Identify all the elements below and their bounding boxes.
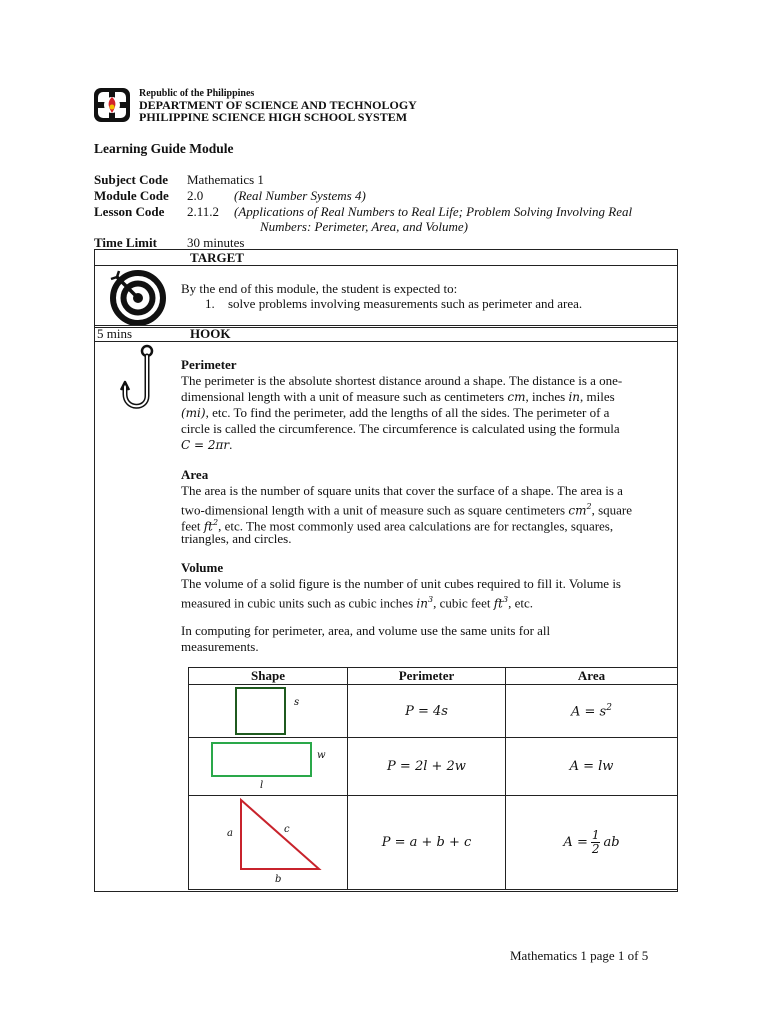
triangle-shape bbox=[189, 796, 347, 890]
perimeter-line2-text-b: , inches bbox=[525, 389, 569, 404]
triangle-b-label: b bbox=[275, 874, 282, 885]
time-limit-label: Time Limit bbox=[94, 235, 157, 250]
units-line2: measurements. bbox=[181, 639, 259, 654]
target-section bbox=[94, 249, 678, 328]
target-heading: TARGET bbox=[190, 250, 244, 265]
square-area-exponent: 2 bbox=[606, 702, 612, 713]
triangle-a-label: a bbox=[227, 828, 233, 839]
triangle-area-suffix: ab bbox=[603, 835, 620, 850]
page-footer: Mathematics 1 page 1 of 5 bbox=[510, 948, 649, 963]
triangle-area-prefix: A = bbox=[563, 835, 588, 850]
perimeter-title: Perimeter bbox=[181, 357, 237, 372]
square-perimeter: P = 4s bbox=[348, 685, 506, 738]
unit-in3: in bbox=[416, 596, 428, 611]
rectangle-width-label: w bbox=[317, 750, 326, 761]
perimeter-line1: The perimeter is the absolute shortest distance around a shape. The distance is a one- bbox=[181, 373, 623, 388]
lesson-code-label: Lesson Code bbox=[94, 204, 165, 219]
header-perimeter: Perimeter bbox=[348, 668, 506, 685]
module-code-value: 2.0 bbox=[187, 188, 204, 203]
square-shape bbox=[235, 687, 286, 735]
area-line2-text: two-dimensional length with a unit of measure such as square centimeters bbox=[181, 502, 569, 518]
header-department: DEPARTMENT OF SCIENCE AND TECHNOLOGY bbox=[139, 98, 417, 112]
triangle-shape-cell bbox=[189, 796, 348, 890]
rectangle-shape-cell bbox=[189, 738, 348, 796]
volume-line2 bbox=[181, 592, 533, 612]
header-shape: Shape bbox=[189, 668, 348, 685]
unit-cm2: cm bbox=[568, 503, 587, 518]
triangle-area bbox=[563, 829, 619, 856]
unit-in: in bbox=[568, 390, 581, 404]
square-side-label: s bbox=[294, 697, 300, 708]
triangle-area-fraction bbox=[591, 829, 601, 856]
volume-title: Volume bbox=[181, 560, 224, 575]
rectangle-area: A = lw bbox=[506, 738, 678, 796]
hook-icon bbox=[120, 344, 162, 416]
hook-section bbox=[94, 325, 678, 892]
target-item-number: 1. bbox=[205, 296, 215, 311]
units-line1: In computing for perimeter, area, and volume use the same units for all bbox=[181, 623, 551, 638]
square-shape-cell bbox=[189, 685, 348, 738]
subject-code-label: Subject Code bbox=[94, 172, 169, 187]
square-area: A = s bbox=[571, 704, 607, 720]
shapes-table bbox=[188, 667, 678, 890]
fraction-denominator: 2 bbox=[591, 842, 600, 856]
unit-ft3: ft bbox=[493, 596, 503, 611]
perimeter-line2 bbox=[181, 389, 615, 406]
rectangle-perimeter: P = 2l + 2w bbox=[348, 738, 506, 796]
target-icon bbox=[109, 269, 167, 327]
header-republic: Republic of the Philippines bbox=[139, 88, 255, 99]
module-code-label: Module Code bbox=[94, 188, 169, 203]
volume-line2-text-c: , etc. bbox=[508, 595, 533, 611]
rectangle-shape bbox=[211, 742, 312, 777]
target-intro: By the end of this module, the student is expected to: bbox=[181, 281, 458, 296]
unit-cm2-exponent: 2 bbox=[586, 502, 592, 511]
area-line3-text: feet bbox=[181, 518, 204, 534]
table-header-row bbox=[189, 668, 678, 685]
area-line3-text-b: , etc. The most commonly used area calculations are for rectangles, squares, bbox=[218, 518, 614, 534]
perimeter-line2-text: dimensional length with a unit of measure such as centimeters bbox=[181, 389, 508, 404]
volume-line1: The volume of a solid figure is the number of unit cubes required to fill it. Volume is bbox=[181, 576, 621, 591]
rectangle-length-label: l bbox=[260, 780, 264, 791]
triangle-perimeter: P = a + b + c bbox=[348, 796, 506, 890]
unit-ft3-exponent: 3 bbox=[502, 595, 509, 604]
table-row bbox=[189, 738, 678, 796]
header-school-system: PHILIPPINE SCIENCE HIGH SCHOOL SYSTEM bbox=[139, 110, 408, 124]
formula-period: . bbox=[229, 437, 233, 452]
triangle-area-cell bbox=[506, 796, 678, 890]
volume-line2-text-b: , cubic feet bbox=[433, 595, 494, 611]
table-row bbox=[189, 685, 678, 738]
area-line4: triangles, and circles. bbox=[181, 531, 292, 546]
unit-mi: (mi) bbox=[181, 406, 206, 420]
perimeter-line3 bbox=[181, 405, 609, 422]
perimeter-line4: circle is called the circumference. The circumference is calculated using the formula bbox=[181, 421, 620, 436]
unit-in3-exponent: 3 bbox=[427, 595, 434, 604]
circumference-formula: C = 2πr bbox=[181, 438, 230, 452]
header-area: Area bbox=[506, 668, 678, 685]
perimeter-line3-text: , etc. To find the perimeter, add the lengths of all the sides. The perimeter of a bbox=[205, 405, 610, 420]
unit-cm: cm bbox=[507, 390, 526, 404]
pshs-logo bbox=[94, 88, 130, 122]
area-line1: The area is the number of square units that cover the surface of a shape. The area is a bbox=[181, 483, 623, 498]
lesson-description-line1: (Applications of Real Numbers to Real Life; Problem Solving Involving Real bbox=[234, 204, 633, 219]
time-limit-value: 30 minutes bbox=[187, 235, 245, 250]
hook-heading: HOOK bbox=[190, 326, 231, 341]
subject-code-value: Mathematics 1 bbox=[187, 172, 264, 187]
perimeter-line2-text-c: , miles bbox=[580, 389, 615, 404]
table-row bbox=[189, 796, 678, 890]
target-item-text: solve problems involving measurements such as perimeter and area. bbox=[228, 296, 583, 311]
square-area-cell bbox=[506, 685, 678, 738]
triangle-c-label: c bbox=[284, 824, 290, 835]
unit-ft2-exponent: 2 bbox=[213, 518, 219, 527]
area-title: Area bbox=[181, 467, 209, 482]
hook-time: 5 mins bbox=[97, 326, 133, 341]
volume-line2-text: measured in cubic units such as cubic inches bbox=[181, 595, 417, 611]
fraction-numerator: 1 bbox=[591, 828, 600, 842]
lesson-description-line2: Numbers: Perimeter, Area, and Volume) bbox=[260, 219, 468, 234]
lesson-code-value: 2.11.2 bbox=[187, 204, 220, 219]
area-line2-text-b: , square bbox=[591, 502, 633, 518]
module-description: (Real Number Systems 4) bbox=[234, 188, 366, 203]
doc-title: Learning Guide Module bbox=[94, 141, 234, 156]
perimeter-line5 bbox=[181, 437, 232, 454]
unit-ft2: ft bbox=[203, 519, 213, 534]
